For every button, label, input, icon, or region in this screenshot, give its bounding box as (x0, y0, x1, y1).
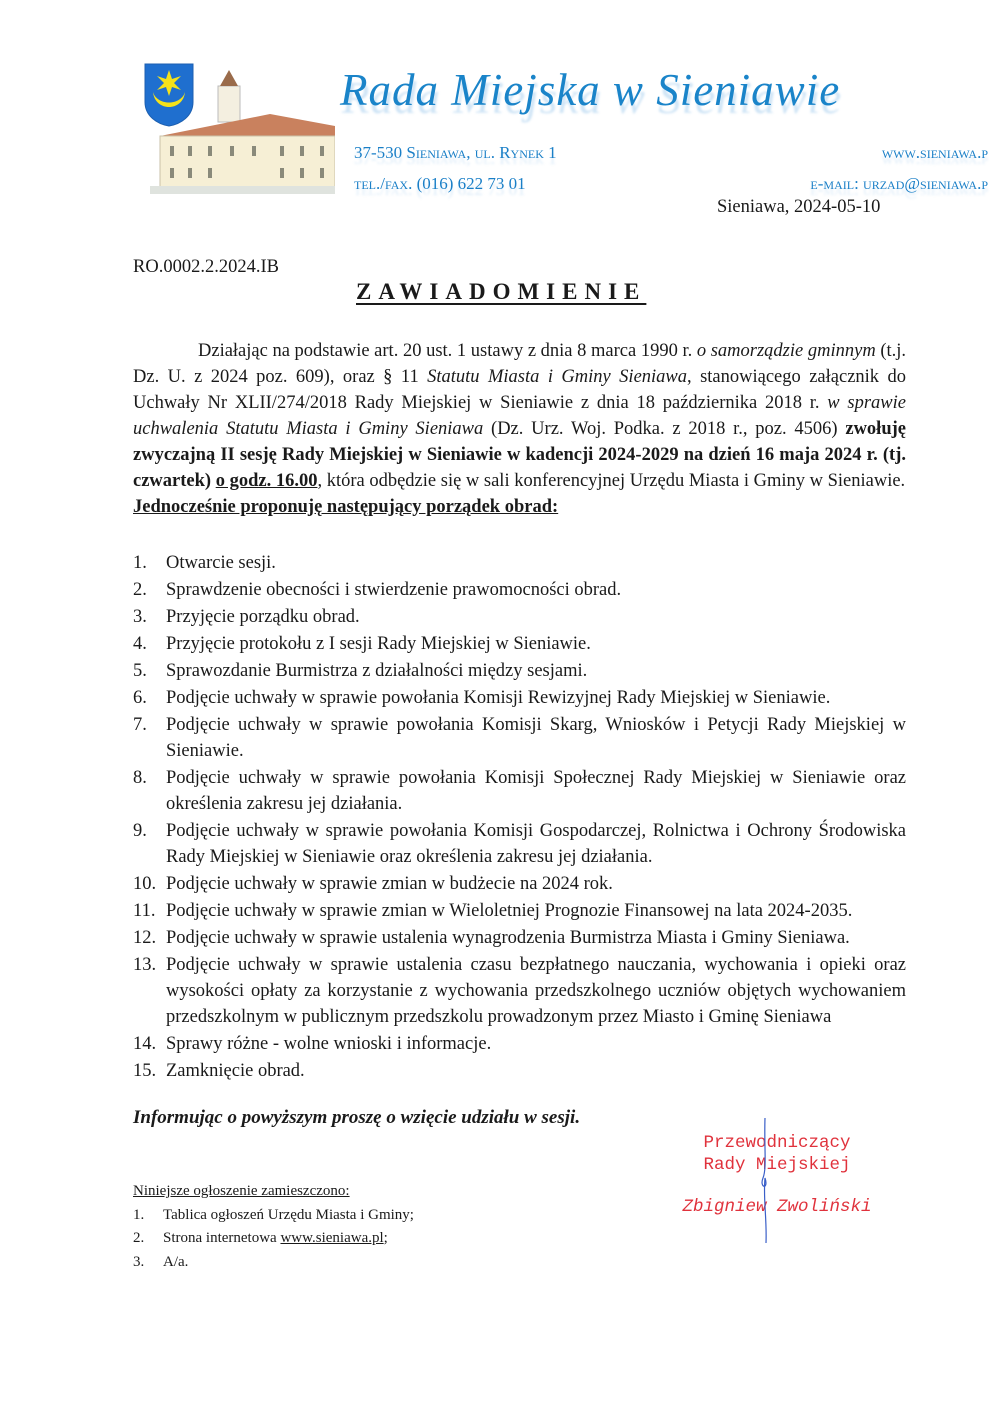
item-text: Zamknięcie obrad. (166, 1061, 305, 1081)
agenda-list (133, 550, 906, 1085)
stamp-line-title: Przewodniczący (703, 1133, 851, 1153)
distribution-notes (133, 1180, 414, 1274)
place-date: Sieniawa, 2024-05-10 (717, 197, 881, 217)
agenda-item (133, 765, 906, 817)
closing-sentence: Informując o powyższym proszę o wzięcie udziału w sesji. (133, 1107, 581, 1128)
agenda-item (133, 925, 906, 951)
item-number: 11. (133, 901, 156, 921)
item-text: Podjęcie uchwały w sprawie ustalenia czasu bezpłatnego nauczania, wychowania i opieki oraz wysokości opłaty za korzystanie z wychowania przedszkolnego uczniów objętych wychowaniem przedszkolnym w publicznym przedszkolu prowadzonym przez Miasto i Gminę Sieniawa (166, 955, 906, 1027)
agenda-item (133, 577, 906, 603)
letterhead-email[interactable]: e-mail: urzad@sieniawa.p (810, 174, 988, 193)
item-text: Sprawy różne - wolne wnioski i informacje. (166, 1034, 492, 1054)
item-text: Podjęcie uchwały w sprawie zmian w Wieloletniej Prognozie Finansowej na lata 2024-2035. (166, 901, 853, 921)
item-text: Tablica ogłoszeń Urzędu Miasta i Gminy; (163, 1206, 414, 1223)
item-text: Otwarcie sesji. (166, 553, 276, 573)
letterhead-address: 37-530 Sieniawa, ul. Rynek 1 (354, 143, 557, 162)
item-text: Sprawdzenie obecności i stwierdzenie prawomocności obrad. (166, 580, 622, 600)
item-number: 14. (133, 1034, 157, 1054)
session-time: o godz. 16.00 (215, 471, 318, 491)
item-text: Podjęcie uchwały w sprawie powołania Komisji Gospodarczej, Rolnictwa i Ochrony Środowiska Rady Miejskiej w Sieniawie oraz określenia zakresu jej działania. (166, 821, 906, 867)
item-text: Podjęcie uchwały w sprawie powołania Komisji Społecznej Rady Miejskiej w Sieniawie oraz określenia zakresu jej działania. (166, 768, 906, 814)
item-number: 1. (133, 1206, 145, 1223)
item-number: 12. (133, 928, 157, 948)
item-number: 1. (133, 553, 147, 573)
agenda-item (133, 952, 906, 1030)
intro-text: , która odbędzie się w sali konferencyjnej Urzędu Miasta i Gminy w Sieniawie. (317, 471, 906, 491)
statute-title: Statutu Miasta i Gminy Sieniawa (427, 367, 688, 387)
item-number: 3. (133, 607, 147, 627)
document-title: ZAWIADOMIENIE (356, 279, 647, 304)
session-announcement: zwołuję zwyczajną II sesję Rady Miejskiej w Sieniawie w kadencji 2024-2029 na dzień 16 maja 2024 r. (tj. czwartek) (133, 419, 906, 491)
item-text: Podjęcie uchwały w sprawie zmian w budżecie na 2024 rok. (166, 874, 613, 894)
intro-paragraph (133, 338, 906, 494)
handwritten-signature-icon (755, 1118, 775, 1243)
agenda-item (133, 550, 906, 576)
item-number: 6. (133, 688, 147, 708)
item-text: Podjęcie uchwały w sprawie powołania Komisji Skarg, Wniosków i Petycji Rady Miejskiej w Sieniawie. (166, 715, 906, 761)
agenda-item (133, 871, 906, 897)
intro-text: , stanowiącego załącznik do Uchwały Nr XLII/274/2018 Rady Miejskiej w Sieniawie z dnia 18 października 2018 r. (133, 367, 906, 413)
notes-item (133, 1204, 414, 1228)
intro-text: (t.j. Dz. U. z 2024 poz. 609), oraz § 11 (133, 341, 907, 387)
town-hall-illustration (150, 66, 335, 194)
act-title: o samorządzie gminnym (696, 341, 876, 361)
notes-heading: Niniejsze ogłoszenie zamieszczono: (133, 1183, 350, 1199)
item-number: 2. (133, 580, 147, 600)
stamp-signatory-name: Zbigniew Zwoliński (682, 1197, 872, 1217)
notes-item (133, 1251, 414, 1275)
resolution-title: w sprawie uchwalenia Statutu Miasta i Gminy Sieniawa (133, 393, 906, 439)
agenda-item (133, 1031, 906, 1057)
item-text: Przyjęcie porządku obrad. (166, 607, 360, 627)
item-text: A/a. (163, 1253, 189, 1270)
agenda-heading: Jednocześnie proponuję następujący porządek obrad: (133, 497, 559, 517)
document-body (133, 338, 906, 520)
agenda-item (133, 658, 906, 684)
notes-item (133, 1227, 414, 1251)
item-number: 2. (133, 1230, 145, 1246)
item-number: 10. (133, 874, 157, 894)
item-text: ; (383, 1230, 388, 1246)
item-text: Sprawozdanie Burmistrza z działalności między sesjami. (166, 661, 588, 681)
stamp-line-council: Rady Miejskiej (703, 1155, 851, 1175)
item-text: Strona internetowa (163, 1230, 277, 1246)
agenda-item (133, 631, 906, 657)
agenda-item (133, 898, 906, 924)
agenda-item (133, 818, 906, 870)
item-number: 9. (133, 821, 147, 841)
agenda-item (133, 712, 906, 764)
item-number: 8. (133, 768, 147, 788)
item-text: Podjęcie uchwały w sprawie ustalenia wynagrodzenia Burmistrza Miasta i Gminy Sieniawa. (166, 928, 850, 948)
agenda-item (133, 685, 906, 711)
letterhead-phone: tel./fax. (016) 622 73 01 (354, 174, 526, 193)
item-number: 7. (133, 715, 147, 735)
letterhead-website[interactable]: www.sieniawa.p (881, 143, 988, 162)
reference-number: RO.0002.2.2024.IB (133, 257, 279, 277)
agenda-item (133, 604, 906, 630)
signature-stamp (672, 1132, 882, 1218)
intro-text: (Dz. Urz. Woj. Podka. z 2018 r., poz. 4506) (483, 419, 846, 439)
item-number: 4. (133, 634, 147, 654)
item-text: Przyjęcie protokołu z I sesji Rady Miejskiej w Sieniawie. (166, 634, 591, 654)
item-number: 15. (133, 1061, 157, 1081)
item-number: 13. (133, 955, 157, 975)
item-number: 3. (133, 1253, 145, 1270)
item-number: 5. (133, 661, 147, 681)
website-link[interactable]: www.sieniawa.pl (280, 1230, 384, 1246)
item-text: Podjęcie uchwały w sprawie powołania Komisji Rewizyjnej Rady Miejskiej w Sieniawie. (166, 688, 831, 708)
agenda-item (133, 1058, 906, 1084)
intro-text: Działając na podstawie art. 20 ust. 1 ustawy z dnia 8 marca 1990 r. (198, 341, 697, 361)
letterhead-title: Rada Miejska w Sieniawie (340, 65, 841, 115)
